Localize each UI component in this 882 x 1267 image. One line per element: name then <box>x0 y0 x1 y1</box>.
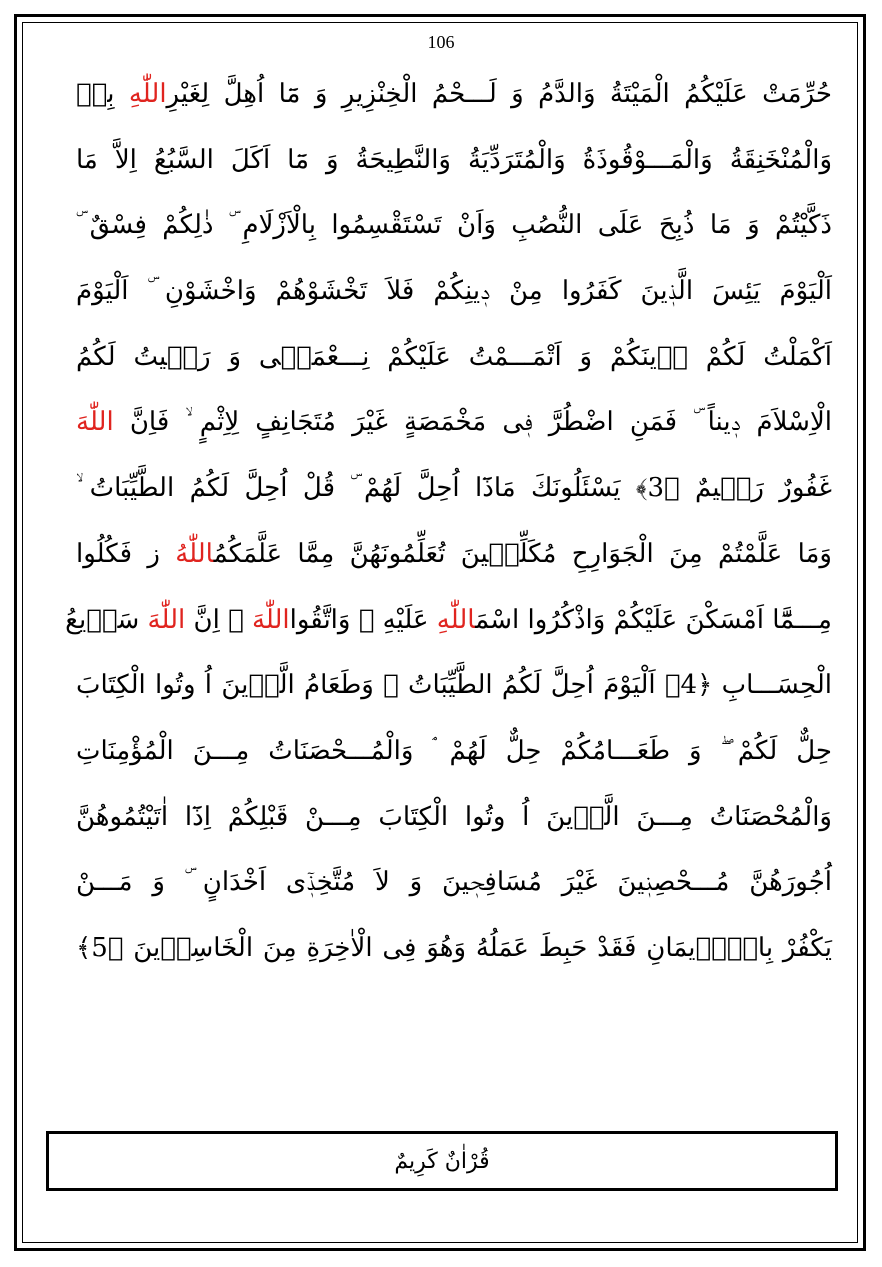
divine-name: اللّٰهِ <box>436 604 476 635</box>
text-line <box>76 456 832 522</box>
text-line <box>76 128 832 194</box>
text-segment: اَكْمَلْتُ لَكُمْ دٖينَكُمْ وَ اَتْمَـــمْتُ عَلَيْكُمْ نِـــعْمَتٖى وَ رَضٖيتُ لَكُمُ <box>76 341 832 372</box>
text-line <box>76 193 832 259</box>
text-segment: ۜ اِنَّ <box>185 604 252 635</box>
quran-text-block <box>65 62 833 982</box>
text-segment: مِـــمَّٓا اَمْسَكْنَ عَلَيْكُمْ وَاذْكُرُوا اسْمَ <box>475 604 832 635</box>
text-segment: حِلٌّ لَكُمْ ۖ وَ طَعَـــامُكُمْ حِلٌّ لَهُمْ ۘ وَالْمُـــحْصَنَاتُ مِـــنَ الْمُؤْمِنَاتِ <box>76 735 832 766</box>
text-line <box>76 259 832 325</box>
text-line <box>76 522 832 588</box>
text-line <box>76 719 832 785</box>
text-segment: وَمَا عَلَّمْتُمْ مِنَ الْجَوَارِحِ مُكَلِّبٖينَ تُعَلِّمُونَهُنَّ مِمَّا عَلَّمَكُمُ <box>213 538 832 569</box>
divine-name: اللّٰهَ <box>251 604 290 635</box>
text-segment: عَلَيْهِ ۖ وَاتَّقُوا <box>289 604 437 635</box>
text-segment: الْحِسَـــابِ ﴿4﴾ اَلْيَوْمَ اُحِلَّ لَكُمُ الطَّيِّبَاتُ ۜ وَطَعَامُ الَّذٖينَ اُ وتُوا الْكِتَابَ <box>76 670 832 701</box>
text-line <box>76 850 832 916</box>
text-segment: غَفُورٌ رَحٖيمٌ ﴿3﴾ يَسْئَلُونَكَ مَاذَٓا اُحِلَّ لَهُمْ ۜ قُلْ اُحِلَّ لَكُمُ الطَّيِّبَاتُ ۙ <box>76 473 833 504</box>
text-line <box>76 325 832 391</box>
text-segment: الْاِسْلاَمَ دٖيناً ۜ فَمَنِ اضْطُرَّ فٖى مَخْمَصَةٍ غَيْرَ مُتَجَانِفٍ لِاِثْمٍ ۙ فَاِنَّ <box>113 407 832 438</box>
page-number: 106 <box>427 32 455 52</box>
footer-title: قُرْاٰنٌ كَرِيمٌ <box>394 1148 490 1174</box>
text-segment: اَلْيَوْمَ يَئِسَ الَّذٖينَ كَفَرُوا مِنْ دٖينِكُمْ فَلاَ تَخْشَوْهُمْ وَاخْشَوْنِ ۜ اَلْيَوْمَ <box>76 276 832 307</box>
text-segment: وَالْمُنْخَنِقَةُ وَالْمَـــوْقُوذَةُ وَالْمُتَرَدِّيَةُ وَالنَّطِيحَةُ وَ مَٓا اَكَلَ السَّبُعُ اِلاَّ مَا <box>76 144 832 175</box>
text-line <box>76 62 832 128</box>
divine-name: اللّٰهِ <box>128 79 167 109</box>
text-segment: ز فَكُلُوا <box>76 538 176 569</box>
text-segment: اُجُورَهُنَّ مُـــحْصِنٖينَ غَيْرَ مُسَافِحٖينَ وَ لاَ مُتَّخِذٖٓى اَخْدَانٍ ۜ وَ مَـــنْ <box>76 867 832 898</box>
text-segment: بِهٖ <box>76 79 129 109</box>
divine-name: اللّٰهُ <box>175 538 214 569</box>
text-line <box>65 588 832 654</box>
text-line <box>76 653 832 719</box>
text-segment: حُرِّمَتْ عَلَيْكُمُ الْمَيْتَةُ وَالدَّمُ وَ لَـــحْمُ الْخِنْزِيرِ وَ مَٓا اُهِلَّ لِغَيْرِ <box>166 79 832 109</box>
text-line <box>76 785 832 851</box>
text-segment: ذَكَّيْتُمْ وَ مَا ذُبِحَ عَلَى النُّصُبِ وَاَنْ تَسْتَقْسِمُوا بِالْاَزْلَامِ ۜ ذٰلِكُمْ فِسْقٌ ۜ <box>76 210 832 241</box>
text-segment: يَكْفُرْ بِالْاٖيمَانِ فَقَدْ حَبِطَ عَمَلُهُ وَهُوَ فِى الْاٰخِرَةِ مِنَ الْخَاسِرٖينَ ﴿5﴾ <box>76 932 832 963</box>
text-line <box>76 390 832 456</box>
text-segment: وَالْمُحْصَنَاتُ مِـــنَ الَّذٖينَ اُ وتُوا الْكِتَابَ مِـــنْ قَبْلِكُمْ اِذَٓا اٰتَيْتُمُوهُنَّ <box>76 801 832 832</box>
text-line <box>76 916 832 982</box>
footer-box <box>46 1131 838 1191</box>
divine-name: اللّٰهَ <box>76 407 114 438</box>
text-segment: سَرٖيعُ <box>65 604 148 635</box>
divine-name: اللّٰهَ <box>147 604 186 635</box>
